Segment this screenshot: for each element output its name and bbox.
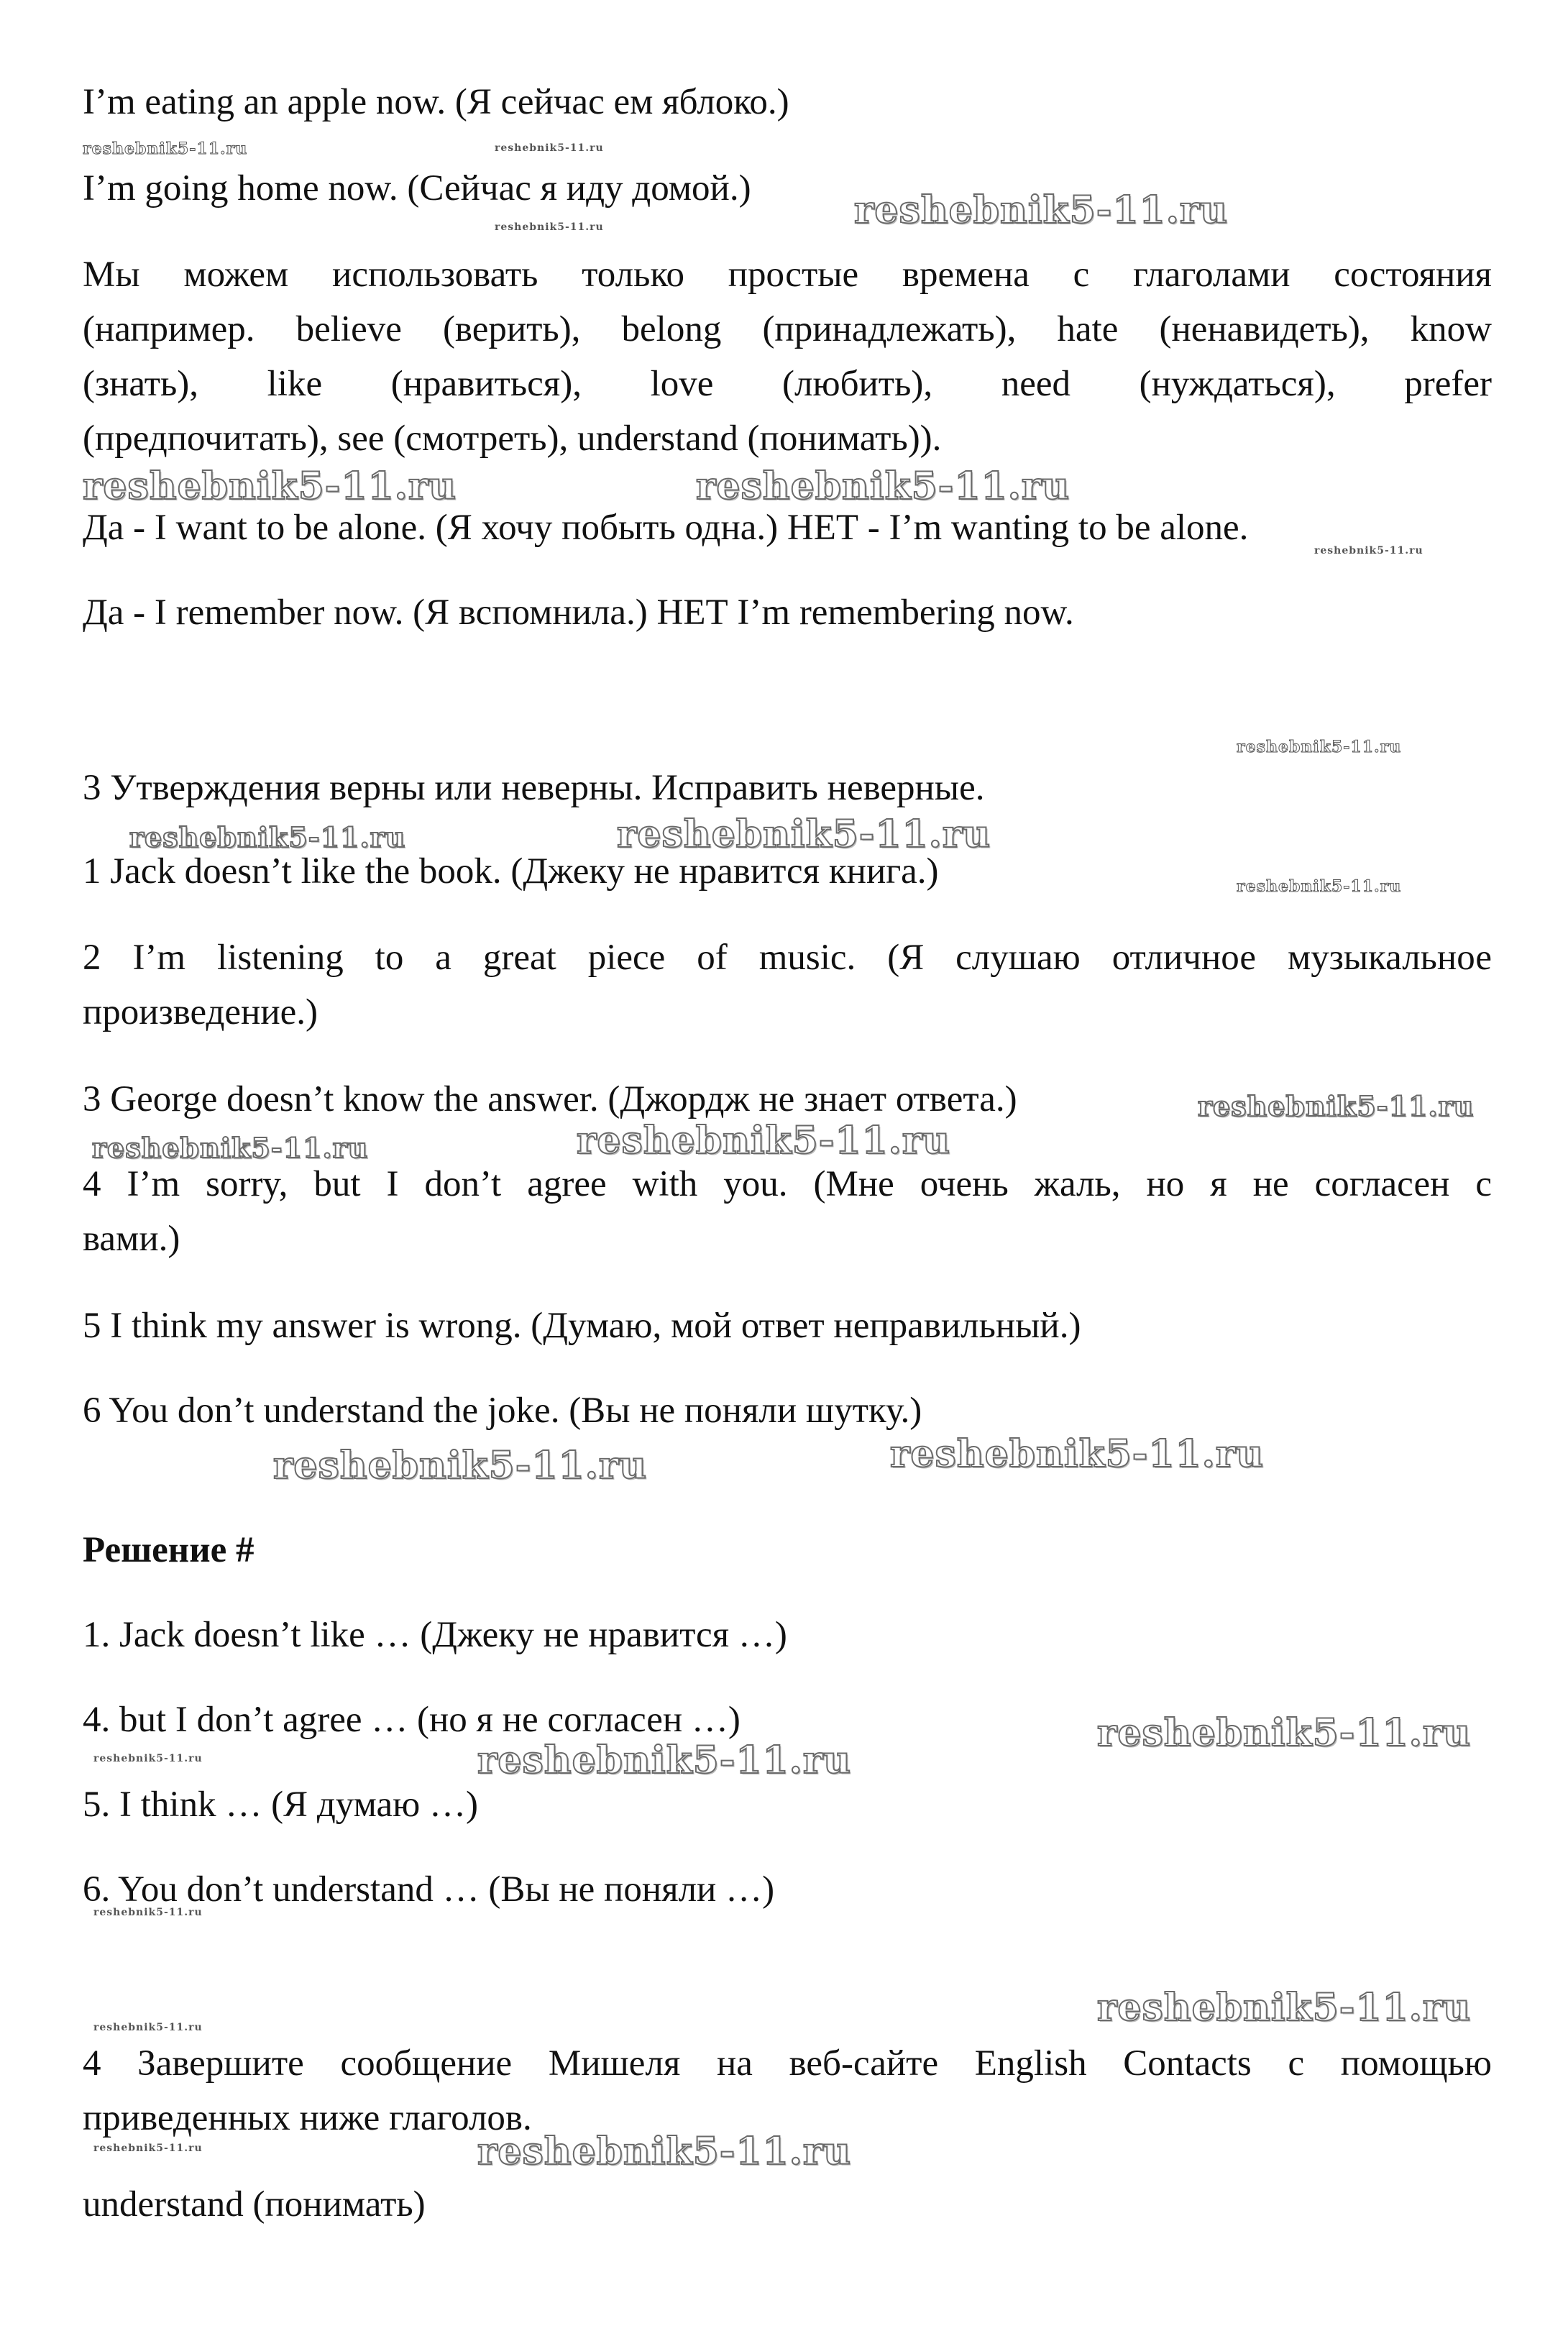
text-line: understand (понимать)	[83, 2184, 426, 2225]
watermark: reshebnik5-11.ru	[577, 1119, 951, 1163]
statement	[83, 930, 1492, 1040]
watermark: reshebnik5-11.ru	[83, 139, 248, 158]
watermark: reshebnik5-11.ru	[1237, 738, 1402, 756]
watermark: reshebnik5-11.ru	[477, 2130, 852, 2173]
watermark: reshebnik5-11.ru	[93, 1753, 203, 1764]
paragraph-line: 4 Завершите сообщение Мишеля на веб-сайте English Contacts с помощью	[83, 2043, 1492, 2084]
watermark: reshebnik5-11.ru	[495, 142, 604, 154]
solution-line: 4. but I don’t agree … (но я не согласен …)	[83, 1700, 741, 1740]
watermark: reshebnik5-11.ru	[1097, 1711, 1472, 1755]
statement: 5 I think my answer is wrong. (Думаю, мой ответ неправильный.)	[83, 1306, 1081, 1346]
statement	[83, 1157, 1492, 1266]
watermark: reshebnik5-11.ru	[273, 1444, 648, 1488]
paragraph-line: (предпочитать), see (смотреть), understand (понимать)).	[83, 418, 942, 459]
exercise-heading: 3 Утверждения верны или неверны. Исправить неверные.	[83, 768, 985, 808]
watermark: reshebnik5-11.ru	[93, 2022, 203, 2033]
solution-line: 1. Jack doesn’t like … (Джеку не нравится …)	[83, 1615, 787, 1655]
solution-line: 5. I think … (Я думаю …)	[83, 1785, 478, 1825]
watermark: reshebnik5-11.ru	[477, 1738, 852, 1782]
solution-heading: Решение #	[83, 1530, 255, 1570]
watermark: reshebnik5-11.ru	[696, 464, 1070, 508]
paragraph-line: Мы можем использовать только простые времена с глаголами состояния	[83, 255, 1492, 295]
statement: 3 George doesn’t know the answer. (Джордж не знает ответа.)	[83, 1079, 1017, 1119]
watermark: reshebnik5-11.ru	[1097, 1986, 1472, 2030]
watermark: reshebnik5-11.ru	[890, 1432, 1265, 1476]
watermark: reshebnik5-11.ru	[1237, 877, 1402, 896]
paragraph-line: произведение.)	[83, 992, 318, 1032]
statement: 6 You don’t understand the joke. (Вы не поняли шутку.)	[83, 1391, 922, 1431]
solution-line: 6. You don’t understand … (Вы не поняли …)	[83, 1869, 775, 1910]
watermark: reshebnik5-11.ru	[92, 1132, 369, 1164]
watermark: reshebnik5-11.ru	[1198, 1090, 1475, 1122]
watermark: reshebnik5-11.ru	[495, 221, 604, 233]
watermark: reshebnik5-11.ru	[93, 1907, 203, 1918]
watermark: reshebnik5-11.ru	[83, 464, 457, 508]
paragraph-line: вами.)	[83, 1219, 180, 1259]
paragraph-line: 2 I’m listening to a great piece of music. (Я слушаю отличное музыкальное	[83, 938, 1492, 978]
paragraph-line: (знать), like (нравиться), love (любить), need (нуждаться), prefer	[83, 364, 1492, 404]
text-line: Да - I want to be alone. (Я хочу побыть одна.) НЕТ - I’m wanting to be alone.	[83, 508, 1249, 548]
watermark: reshebnik5-11.ru	[129, 821, 406, 853]
text-line: I’m going home now. (Сейчас я иду домой.)	[83, 168, 751, 209]
statement: 1 Jack doesn’t like the book. (Джеку не нравится книга.)	[83, 851, 939, 892]
paragraph-line: (например. believe (верить), belong (принадлежать), hate (ненавидеть), know	[83, 309, 1492, 349]
text-line: Да - I remember now. (Я вспомнила.) НЕТ I’m remembering now.	[83, 592, 1074, 633]
watermark: reshebnik5-11.ru	[1314, 545, 1423, 556]
watermark: reshebnik5-11.ru	[617, 812, 991, 856]
watermark: reshebnik5-11.ru	[854, 188, 1229, 232]
paragraph-line: 4 I’m sorry, but I don’t agree with you. (Мне очень жаль, но я не согласен с	[83, 1164, 1492, 1204]
text-line: I’m eating an apple now. (Я сейчас ем яблоко.)	[83, 82, 789, 122]
paragraph-state-verbs	[83, 247, 1492, 466]
watermark: reshebnik5-11.ru	[93, 2143, 203, 2154]
paragraph-line: приведенных ниже глаголов.	[83, 2098, 532, 2138]
